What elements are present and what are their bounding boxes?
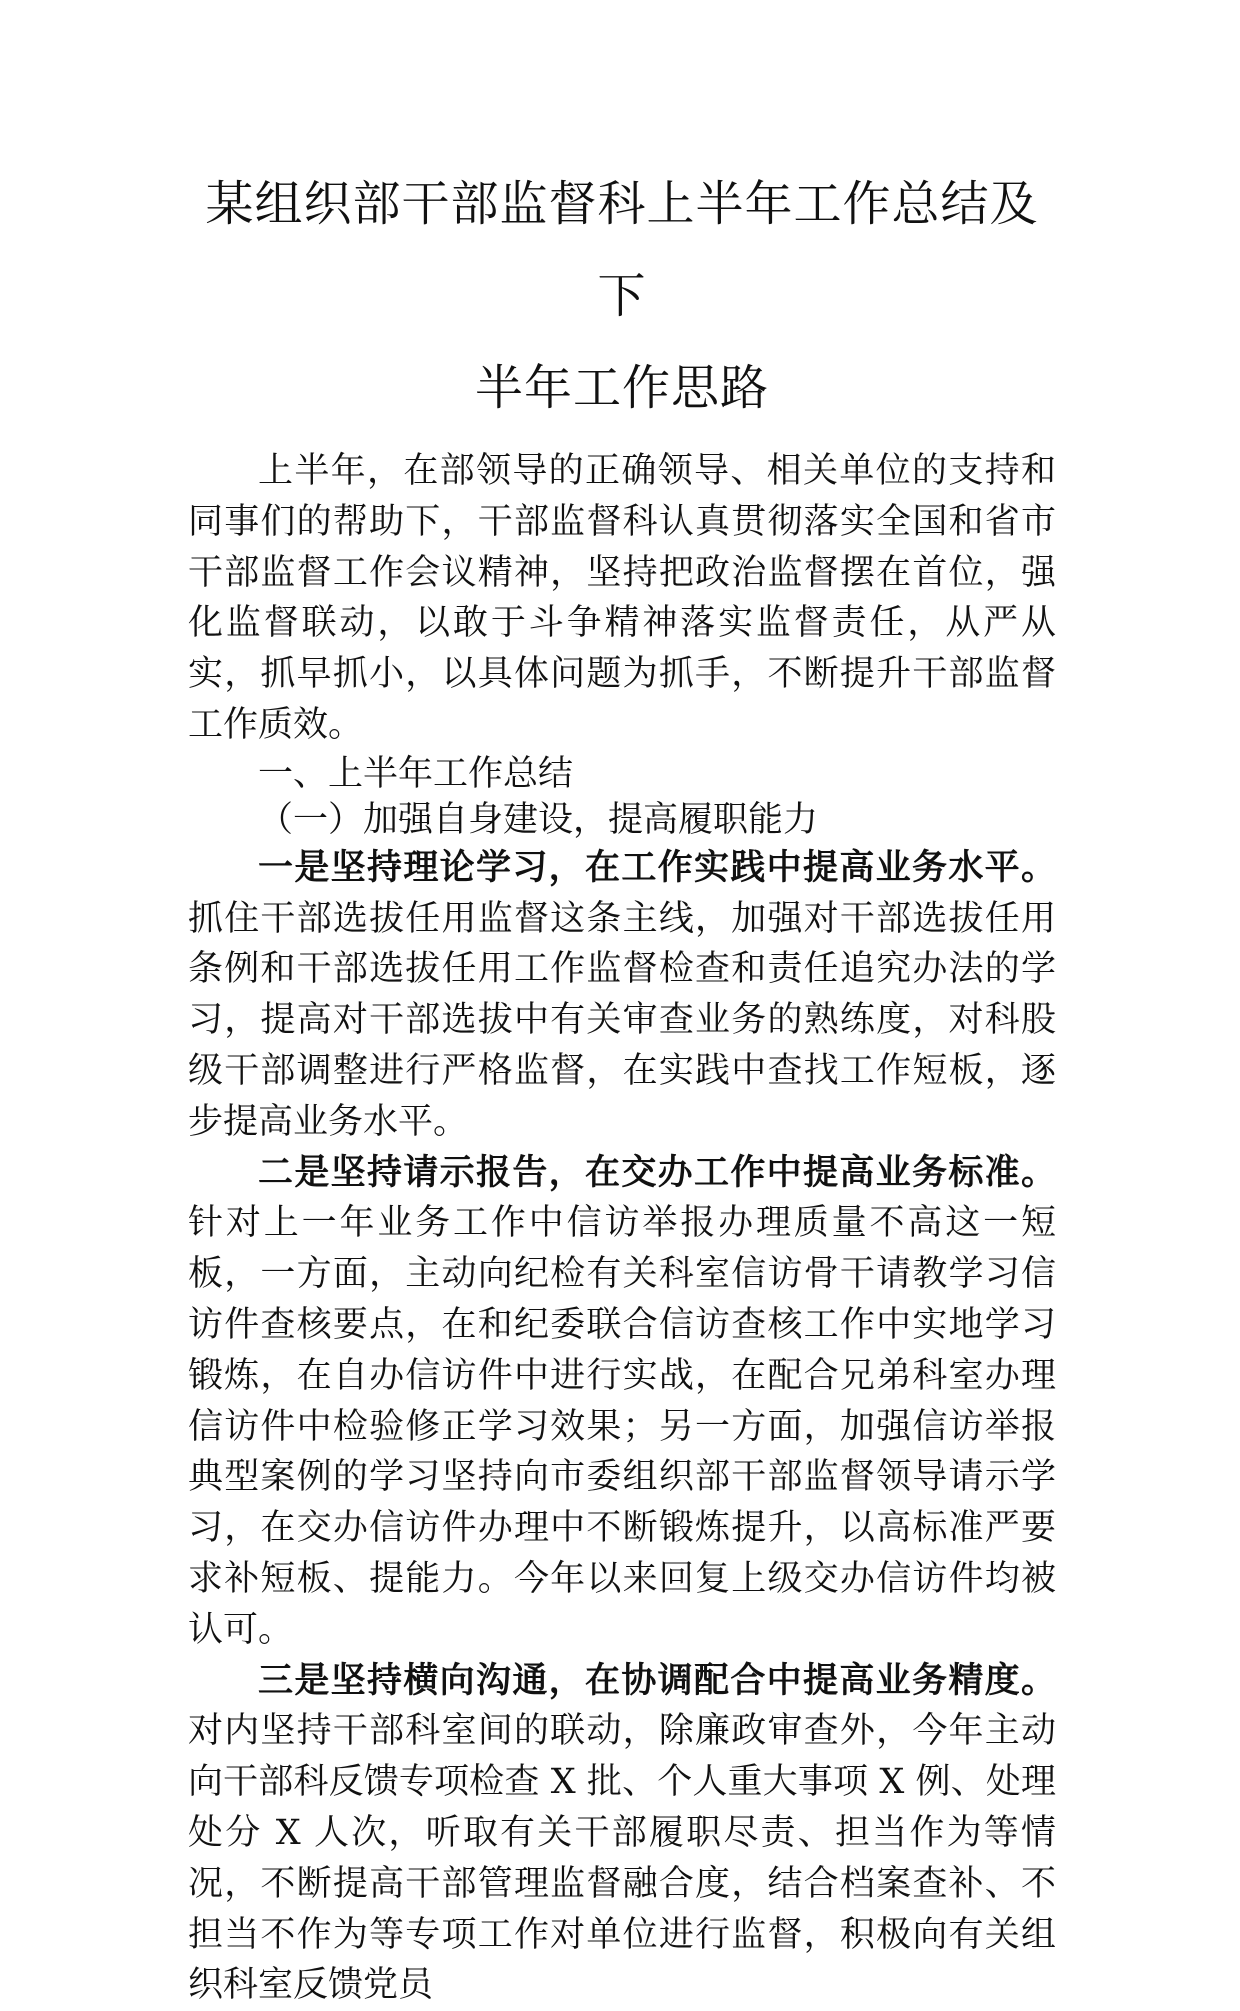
document-title (188, 158, 1056, 434)
item-lead-3: 三是坚持横向沟通，在协调配合中提高业务精度。 (258, 1660, 1056, 1701)
item-lead-2: 二是坚持请示报告，在交办工作中提高业务标准。 (258, 1152, 1056, 1193)
item-text-3: 对内坚持干部科室间的联动，除廉政审查外，今年主动向干部科反馈专项检查 X 批、个人重大事项 X 例、处理处分 X 人次，听取有关干部履职尽责、担当作为等情况，不断提高干部管理监督融合度，结合档案查补、不担当不作为等专项工作对单位进行监督，积极向有关组织科室反馈党员 (188, 1711, 1056, 2006)
item-text-2: 针对上一年业务工作中信访举报办理质量不高这一短板，一方面，主动向纪检有关科室信访骨干请教学习信访件查核要点，在和纪委联合信访查核工作中实地学习锻炼，在自办信访件中进行实战，在配合兄弟科室办理信访件中检验修正学习效果；另一方面，加强信访举报典型案例的学习坚持向市委组织部干部监督领导请示学习，在交办信访件办理中不断锻炼提升，以高标准严要求补短板、提能力。今年以来回复上级交办信访件均被认可。 (188, 1203, 1056, 1650)
item-paragraph-1 (188, 843, 1056, 1148)
item-lead-1: 一是坚持理论学习，在工作实践中提高业务水平。 (258, 847, 1056, 888)
section-heading: 一、上半年工作总结 (258, 753, 574, 794)
subsection-heading: （一）加强自身建设，提高履职能力 (258, 799, 819, 840)
document-body (188, 446, 1056, 2011)
item-paragraph-3 (188, 1656, 1056, 2011)
title-line-1: 某组织部干部监督科上半年工作总结及下 (205, 176, 1039, 324)
document-page (188, 158, 1056, 2011)
item-text-1: 抓住干部选拔任用监督这条主线，加强对干部选拔任用条例和干部选拔任用工作监督检查和责任追究办法的学习，提高对干部选拔中有关审查业务的熟练度，对科股级干部调整进行严格监督，在实践中查找工作短板，逐步提高业务水平。 (188, 898, 1056, 1142)
intro-paragraph: 上半年，在部领导的正确领导、相关单位的支持和同事们的帮助下，干部监督科认真贯彻落实全国和省市干部监督工作会议精神，坚持把政治监督摆在首位，强化监督联动，以敢于斗争精神落实监督责任，从严从实，抓早抓小，以具体问题为抓手，不断提升干部监督工作质效。 (188, 451, 1056, 745)
title-line-2: 半年工作思路 (474, 360, 769, 416)
item-paragraph-2 (188, 1148, 1056, 1656)
